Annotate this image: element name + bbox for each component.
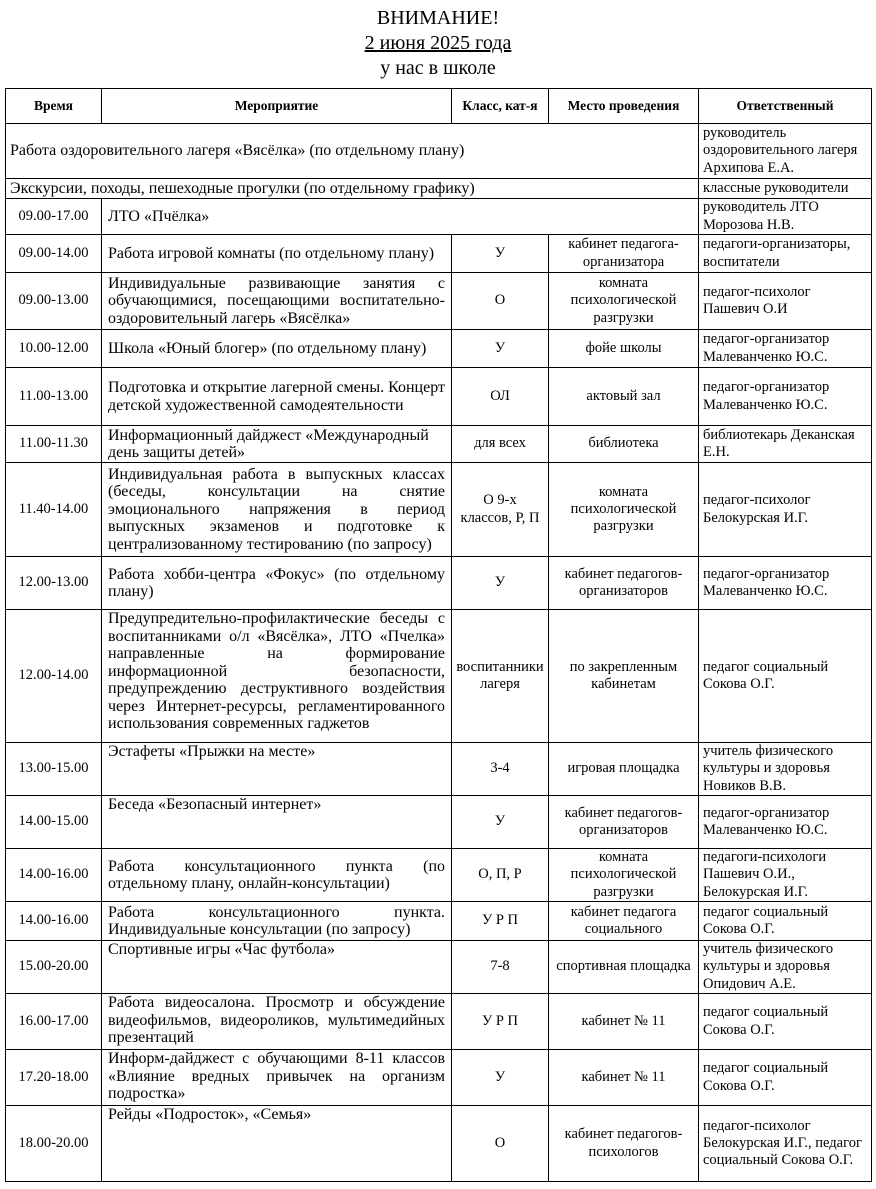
place-cell: игровая площадка — [549, 743, 699, 796]
event-cell: Эстафеты «Прыжки на месте» — [102, 743, 452, 796]
event-cell: Предупредительно-профилактические беседы с воспитанниками о/л «Вясёлка», ЛТО «Пчелка» направленные на формирование информационной безопасности, предупреждению деструктивного воздействия через Интернет-ресурсы, регламентированного использования современных гаджетов — [102, 610, 452, 743]
responsible-cell: библиотекарь Деканская Е.Н. — [699, 426, 872, 463]
event-cell: Работа игровой комнаты (по отдельному плану) — [102, 235, 452, 273]
camp-work-cell: Работа оздоровительного лагеря «Вясёлка» (по отдельному плану) — [6, 124, 699, 179]
event-cell: Спортивные игры «Час футбола» — [102, 941, 452, 994]
table-row — [6, 273, 872, 330]
time-cell: 10.00-12.00 — [6, 330, 102, 368]
col-header-responsible: Ответственный — [699, 89, 872, 124]
time-cell: 14.00-16.00 — [6, 849, 102, 902]
place-cell: комната психологической разгрузки — [549, 849, 699, 902]
table-row — [6, 902, 872, 941]
class-cell: У — [452, 557, 549, 610]
table-row — [6, 235, 872, 273]
time-cell: 18.00-20.00 — [6, 1106, 102, 1182]
class-cell: О — [452, 273, 549, 330]
class-cell: 7-8 — [452, 941, 549, 994]
col-header-event: Мероприятие — [102, 89, 452, 124]
header-subtitle: у нас в школе — [380, 57, 496, 79]
table-row — [6, 557, 872, 610]
time-cell: 12.00-14.00 — [6, 610, 102, 743]
responsible-cell: педагог социальный Сокова О.Г. — [699, 994, 872, 1050]
responsible-cell: учитель физического культуры и здоровья Новиков В.В. — [699, 743, 872, 796]
table-header-row — [6, 89, 872, 124]
excursions-cell: Экскурсии, походы, пешеходные прогулки (по отдельному графику) — [6, 179, 699, 199]
place-cell: кабинет педагога-организатора — [549, 235, 699, 273]
event-cell: Индивидуальная работа в выпускных классах (беседы, консультации на снятие эмоционального напряжения в период выпускных экзаменов и подготовке к централизованному тестированию (по запросу) — [102, 463, 452, 557]
event-cell: Работа консультационного пункта (по отдельному плану, онлайн-консультации) — [102, 849, 452, 902]
table-row — [6, 368, 872, 426]
table-row — [6, 610, 872, 743]
responsible-cell: педагоги-психологи Пашевич О.И., Белокурская И.Г. — [699, 849, 872, 902]
place-cell: комната психологической разгрузки — [549, 273, 699, 330]
header-date — [0, 31, 876, 55]
place-cell: кабинет педагогов-организаторов — [549, 796, 699, 849]
class-cell: У — [452, 796, 549, 849]
time-cell: 09.00-13.00 — [6, 273, 102, 330]
time-cell: 14.00-15.00 — [6, 796, 102, 849]
place-cell: спортивная площадка — [549, 941, 699, 994]
place-cell: по закрепленным кабинетам — [549, 610, 699, 743]
table-row — [6, 1106, 872, 1182]
responsible-cell: руководитель оздоровительного лагеря Архипова Е.А. — [699, 124, 872, 179]
responsible-cell: педагог-организатор Малеванченко Ю.С. — [699, 368, 872, 426]
time-cell: 11.00-13.00 — [6, 368, 102, 426]
responsible-cell: учитель физического культуры и здоровья Опидович А.Е. — [699, 941, 872, 994]
time-cell: 09.00-14.00 — [6, 235, 102, 273]
place-cell: кабинет № 11 — [549, 1050, 699, 1106]
event-cell: Информационный дайджест «Международный день защиты детей» — [102, 426, 452, 463]
schedule-table — [5, 88, 872, 1182]
class-cell: У — [452, 1050, 549, 1106]
table-row — [6, 330, 872, 368]
responsible-cell: педагог-организатор Малеванченко Ю.С. — [699, 330, 872, 368]
place-cell: кабинет педагогов-психологов — [549, 1106, 699, 1182]
table-row — [6, 849, 872, 902]
responsible-cell: педагог-психолог Белокурская И.Г. — [699, 463, 872, 557]
responsible-cell: педагог-психолог Белокурская И.Г., педагог социальный Сокова О.Г. — [699, 1106, 872, 1182]
table-row — [6, 426, 872, 463]
time-cell: 15.00-20.00 — [6, 941, 102, 994]
responsible-cell: педагог-организатор Малеванченко Ю.С. — [699, 796, 872, 849]
class-cell: У — [452, 235, 549, 273]
event-cell: ЛТО «Пчёлка» — [102, 199, 699, 235]
time-cell: 13.00-15.00 — [6, 743, 102, 796]
responsible-cell: руководитель ЛТО Морозова Н.В. — [699, 199, 872, 235]
place-cell: актовый зал — [549, 368, 699, 426]
place-cell: кабинет № 11 — [549, 994, 699, 1050]
col-header-time: Время — [6, 89, 102, 124]
class-cell: О, П, Р — [452, 849, 549, 902]
event-cell: Рейды «Подросток», «Семья» — [102, 1106, 452, 1182]
time-cell: 16.00-17.00 — [6, 994, 102, 1050]
header-date-text: 2 июня 2025 года — [364, 32, 512, 54]
class-cell: У — [452, 330, 549, 368]
class-cell: О 9-х классов, Р, П — [452, 463, 549, 557]
table-row — [6, 994, 872, 1050]
responsible-cell: педагоги-организаторы, воспитатели — [699, 235, 872, 273]
time-cell: 14.00-16.00 — [6, 902, 102, 941]
table-row — [6, 199, 872, 235]
event-cell: Индивидуальные развивающие занятия с обучающимися, посещающими воспитательно-оздоровительный лагерь «Вясёлка» — [102, 273, 452, 330]
table-row — [6, 796, 872, 849]
responsible-cell: педагог социальный Сокова О.Г. — [699, 1050, 872, 1106]
class-cell: У Р П — [452, 994, 549, 1050]
class-cell: для всех — [452, 426, 549, 463]
responsible-cell: педагог-психолог Пашевич О.И — [699, 273, 872, 330]
table-row — [6, 463, 872, 557]
time-cell: 11.40-14.00 — [6, 463, 102, 557]
time-cell: 12.00-13.00 — [6, 557, 102, 610]
class-cell: ОЛ — [452, 368, 549, 426]
event-cell: Работа хобби-центра «Фокус» (по отдельному плану) — [102, 557, 452, 610]
time-cell: 11.00-11.30 — [6, 426, 102, 463]
table-row — [6, 743, 872, 796]
table-row — [6, 124, 872, 179]
place-cell: комната психологической разгрузки — [549, 463, 699, 557]
responsible-cell: классные руководители — [699, 179, 872, 199]
header-attention: ВНИМАНИЕ! — [376, 7, 500, 29]
time-cell: 17.20-18.00 — [6, 1050, 102, 1106]
event-cell: Информ-дайджест с обучающими 8-11 классов «Влияние вредных привычек на организм подростка» — [102, 1050, 452, 1106]
class-cell: У Р П — [452, 902, 549, 941]
class-cell: О — [452, 1106, 549, 1182]
event-cell: Подготовка и открытие лагерной смены. Концерт детской художественной самодеятельности — [102, 368, 452, 426]
table-row — [6, 179, 872, 199]
place-cell: кабинет педагога социального — [549, 902, 699, 941]
table-row — [6, 941, 872, 994]
time-cell: 09.00-17.00 — [6, 199, 102, 235]
place-cell: фойе школы — [549, 330, 699, 368]
event-cell: Работа видеосалона. Просмотр и обсуждение видеофильмов, видеороликов, мультимедийных презентаций — [102, 994, 452, 1050]
col-header-class: Класс, кат-я — [452, 89, 549, 124]
place-cell: кабинет педагогов-организаторов — [549, 557, 699, 610]
responsible-cell: педагог-организатор Малеванченко Ю.С. — [699, 557, 872, 610]
place-cell: библиотека — [549, 426, 699, 463]
responsible-cell: педагог социальный Сокова О.Г. — [699, 902, 872, 941]
event-cell: Работа консультационного пункта. Индивидуальные консультации (по запросу) — [102, 902, 452, 941]
table-row — [6, 1050, 872, 1106]
responsible-cell: педагог социальный Сокова О.Г. — [699, 610, 872, 743]
col-header-place: Место проведения — [549, 89, 699, 124]
event-cell: Беседа «Безопасный интернет» — [102, 796, 452, 849]
event-cell: Школа «Юный блогер» (по отдельному плану) — [102, 330, 452, 368]
class-cell: 3-4 — [452, 743, 549, 796]
class-cell: воспитанники лагеря — [452, 610, 549, 743]
